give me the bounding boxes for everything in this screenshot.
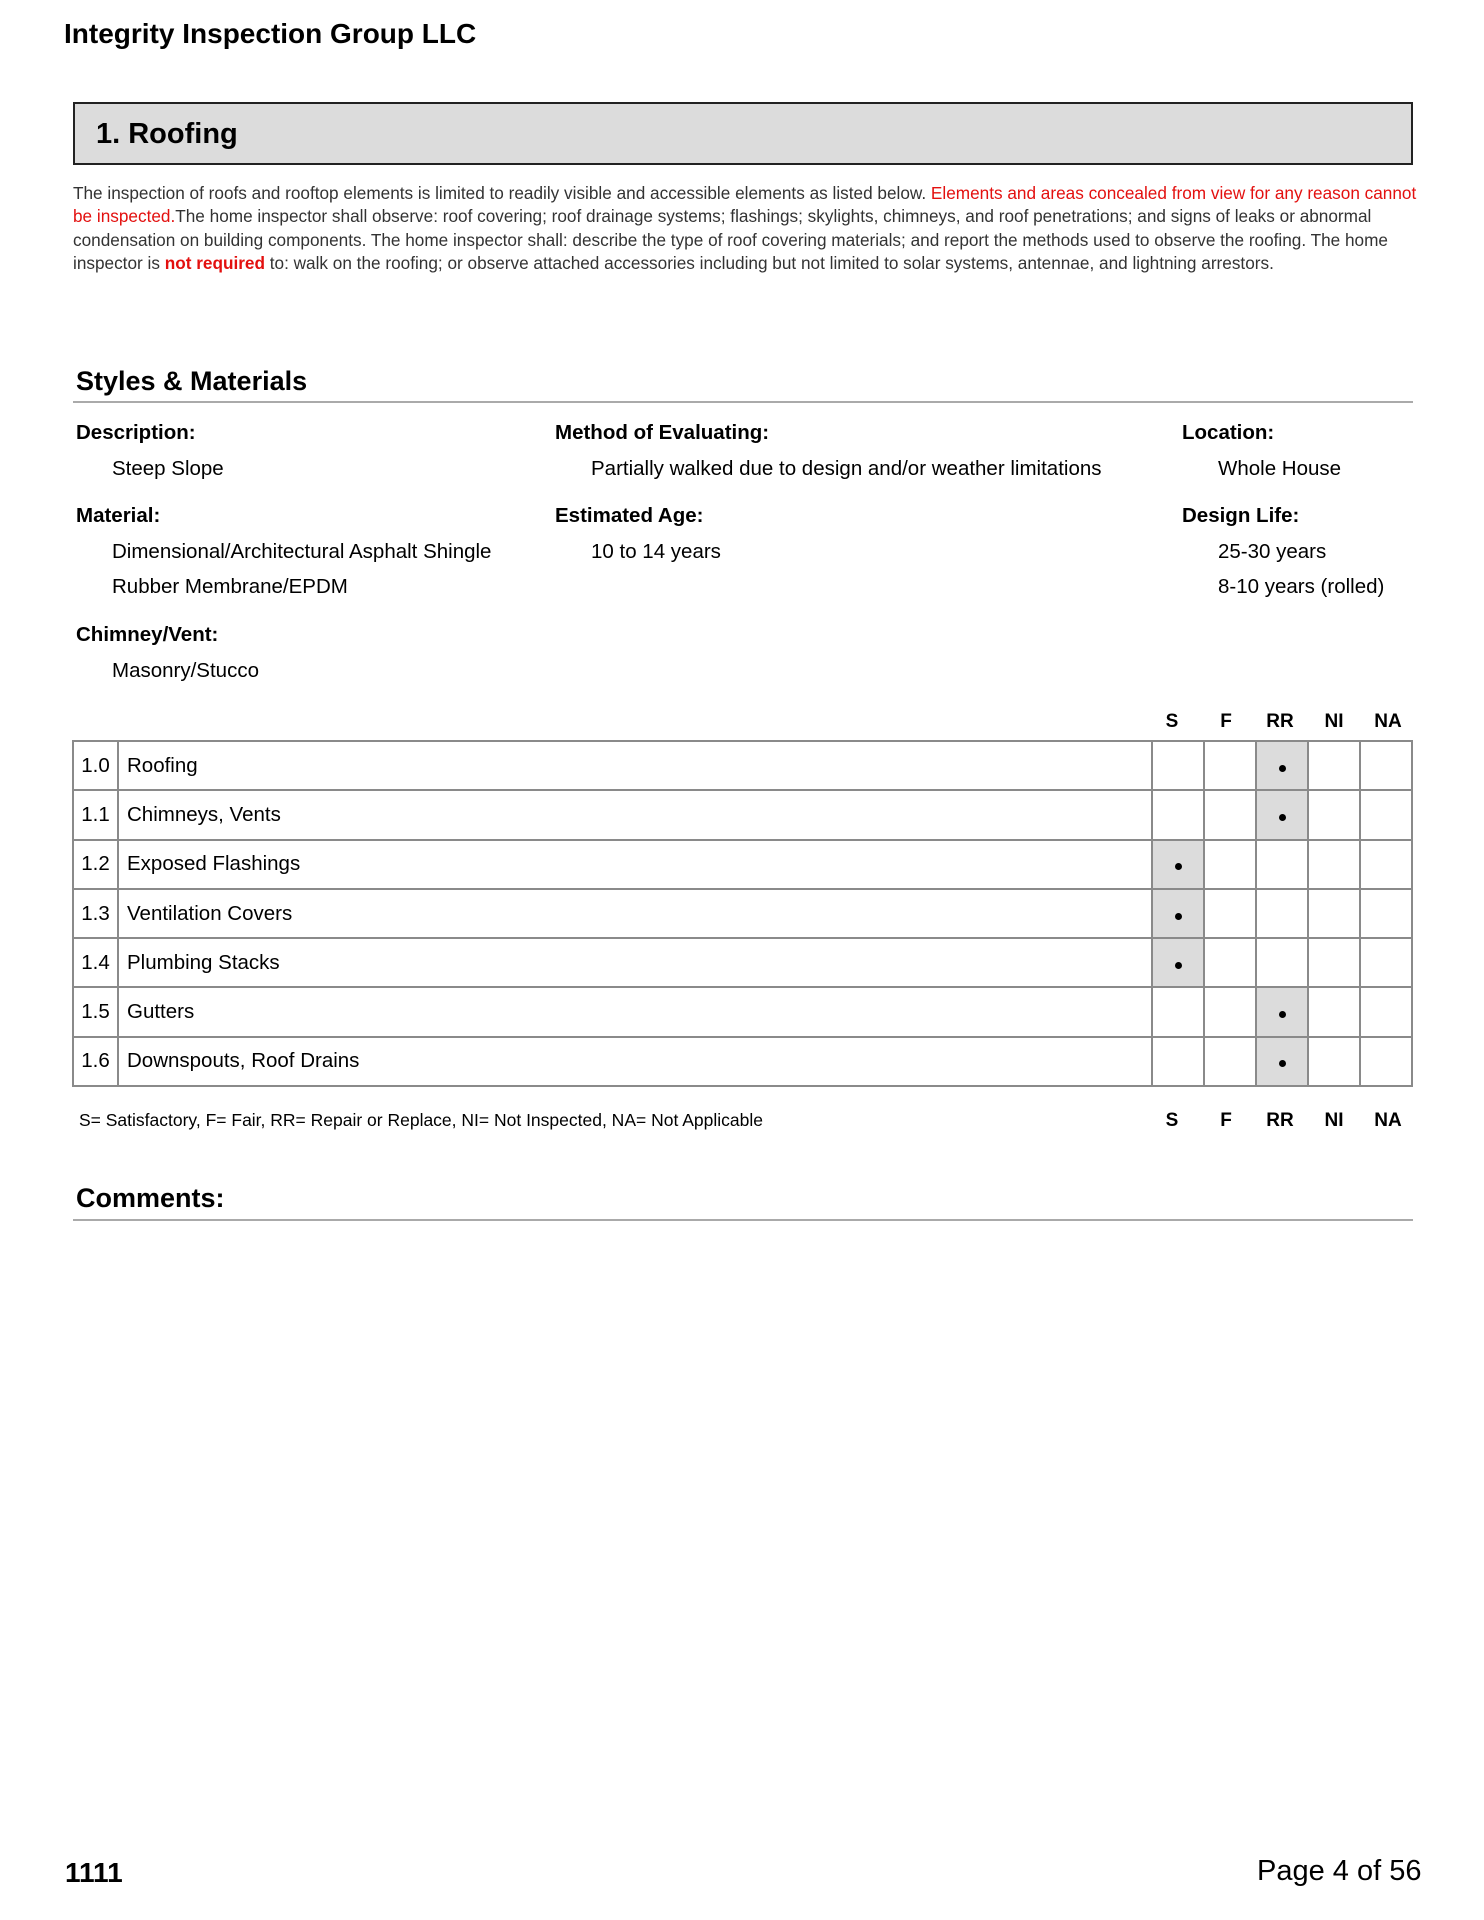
rating-cell-f — [1204, 987, 1256, 1036]
intro-text: The inspection of roofs and rooftop elements is limited to readily visible and accessible elements as listed below. — [73, 183, 931, 203]
table-row — [73, 790, 1412, 839]
design-life-value: 8-10 years (rolled) — [1218, 575, 1385, 598]
intro-text: The home inspector shall observe: roof covering; roof drainage systems; flashings; skylights, chimneys, and roof penetrations; and signs of leaks or abnormal condensation on building components. The home inspector shall: describe the type of roof covering materials; and report the methods used to observe the roofing. The home inspector is — [73, 206, 1388, 273]
rating-cell-rr — [1256, 987, 1308, 1036]
item-number: 1.2 — [73, 840, 118, 889]
design-life-label: Design Life: — [1182, 504, 1300, 527]
column-header-na: NA — [1374, 711, 1402, 732]
rating-cell-rr — [1256, 790, 1308, 839]
rating-legend: S= Satisfactory, F= Fair, RR= Repair or Replace, NI= Not Inspected, NA= Not Applicable — [79, 1110, 763, 1130]
method-label: Method of Evaluating: — [555, 421, 770, 444]
material-value: Dimensional/Architectural Asphalt Shingle — [112, 540, 492, 563]
column-header-s: S — [1165, 1110, 1179, 1131]
rating-cell-f — [1204, 790, 1256, 839]
intro-not-required: not required — [164, 252, 265, 273]
comments-heading: Comments: — [76, 1183, 225, 1213]
estimated-age-label: Estimated Age: — [555, 504, 704, 527]
column-header-na: NA — [1374, 1110, 1402, 1131]
rating-cell-rr — [1256, 1037, 1308, 1086]
rating-cell-f — [1204, 938, 1256, 987]
rating-cell-s — [1152, 840, 1204, 889]
location-label: Location: — [1182, 421, 1275, 444]
section-title: 1. Roofing — [96, 118, 238, 150]
location-value: Whole House — [1218, 457, 1342, 480]
rating-cell-rr — [1256, 889, 1308, 938]
material-label: Material: — [76, 504, 161, 527]
rating-cell-na — [1360, 938, 1412, 987]
table-row — [73, 987, 1412, 1036]
column-header-f: F — [1220, 1110, 1232, 1131]
rating-cell-rr — [1256, 938, 1308, 987]
item-name: Plumbing Stacks — [118, 938, 1152, 987]
item-name: Exposed Flashings — [118, 840, 1152, 889]
column-header-rr: RR — [1266, 1110, 1294, 1131]
item-number: 1.4 — [73, 938, 118, 987]
item-number: 1.0 — [73, 741, 118, 790]
method-value: Partially walked due to design and/or weather limitations — [591, 457, 1102, 480]
column-header-rr: RR — [1266, 711, 1294, 732]
column-header-ni: NI — [1324, 1110, 1344, 1131]
rating-header-bottom — [1145, 1110, 1415, 1132]
rating-cell-f — [1204, 840, 1256, 889]
styles-divider — [73, 401, 1413, 403]
section-header — [73, 102, 1413, 165]
page-number: Page 4 of 56 — [1257, 1855, 1422, 1887]
description-label: Description: — [76, 421, 196, 444]
section-intro — [73, 182, 1418, 275]
rating-cell-ni — [1308, 1037, 1360, 1086]
rating-cell-f — [1204, 889, 1256, 938]
rating-cell-na — [1360, 889, 1412, 938]
rating-cell-f — [1204, 741, 1256, 790]
rating-cell-s — [1152, 790, 1204, 839]
rating-cell-rr — [1256, 840, 1308, 889]
rating-table — [72, 740, 1413, 1087]
selected-dot-icon — [1175, 863, 1182, 870]
selected-dot-icon — [1175, 913, 1182, 920]
comments-divider — [73, 1219, 1413, 1221]
rating-cell-na — [1360, 741, 1412, 790]
rating-header-top — [1145, 711, 1415, 733]
column-header-ni: NI — [1324, 711, 1344, 732]
selected-dot-icon — [1279, 1011, 1286, 1018]
table-row — [73, 741, 1412, 790]
rating-cell-ni — [1308, 840, 1360, 889]
intro-text: to: walk on the roofing; or observe attached accessories including but not limited to solar systems, antennae, and lightning arrestors. — [264, 252, 1274, 273]
table-row — [73, 938, 1412, 987]
table-row — [73, 840, 1412, 889]
rating-cell-s — [1152, 938, 1204, 987]
item-name: Chimneys, Vents — [118, 790, 1152, 839]
rating-cell-f — [1204, 1037, 1256, 1086]
rating-cell-na — [1360, 840, 1412, 889]
selected-dot-icon — [1279, 765, 1286, 772]
rating-cell-ni — [1308, 741, 1360, 790]
intro-warning: Elements and areas concealed from view for any reason cannot be inspected. — [73, 183, 1417, 227]
table-row — [73, 1037, 1412, 1086]
styles-materials-heading: Styles & Materials — [76, 366, 308, 396]
item-name: Roofing — [118, 741, 1152, 790]
rating-cell-s — [1152, 741, 1204, 790]
item-number: 1.1 — [73, 790, 118, 839]
rating-cell-s — [1152, 1037, 1204, 1086]
rating-cell-ni — [1308, 987, 1360, 1036]
column-header-s: S — [1165, 711, 1179, 732]
item-name: Ventilation Covers — [118, 889, 1152, 938]
table-row — [73, 889, 1412, 938]
design-life-value: 25-30 years — [1218, 540, 1327, 563]
rating-cell-rr — [1256, 741, 1308, 790]
selected-dot-icon — [1279, 1060, 1286, 1067]
rating-cell-na — [1360, 790, 1412, 839]
item-name: Downspouts, Roof Drains — [118, 1037, 1152, 1086]
rating-cell-s — [1152, 987, 1204, 1036]
selected-dot-icon — [1175, 962, 1182, 969]
rating-cell-na — [1360, 1037, 1412, 1086]
material-value: Rubber Membrane/EPDM — [112, 575, 348, 598]
rating-cell-ni — [1308, 790, 1360, 839]
estimated-age-value: 10 to 14 years — [591, 540, 721, 563]
chimney-vent-value: Masonry/Stucco — [112, 659, 259, 682]
rating-cell-ni — [1308, 889, 1360, 938]
selected-dot-icon — [1279, 814, 1286, 821]
rating-cell-na — [1360, 987, 1412, 1036]
item-name: Gutters — [118, 987, 1152, 1036]
item-number: 1.3 — [73, 889, 118, 938]
rating-cell-s — [1152, 889, 1204, 938]
description-value: Steep Slope — [112, 457, 224, 480]
report-number: 1111 — [65, 1857, 123, 1888]
item-number: 1.6 — [73, 1037, 118, 1086]
column-header-f: F — [1220, 711, 1232, 732]
chimney-vent-label: Chimney/Vent: — [76, 623, 219, 646]
company-title: Integrity Inspection Group LLC — [64, 18, 477, 49]
rating-cell-ni — [1308, 938, 1360, 987]
item-number: 1.5 — [73, 987, 118, 1036]
